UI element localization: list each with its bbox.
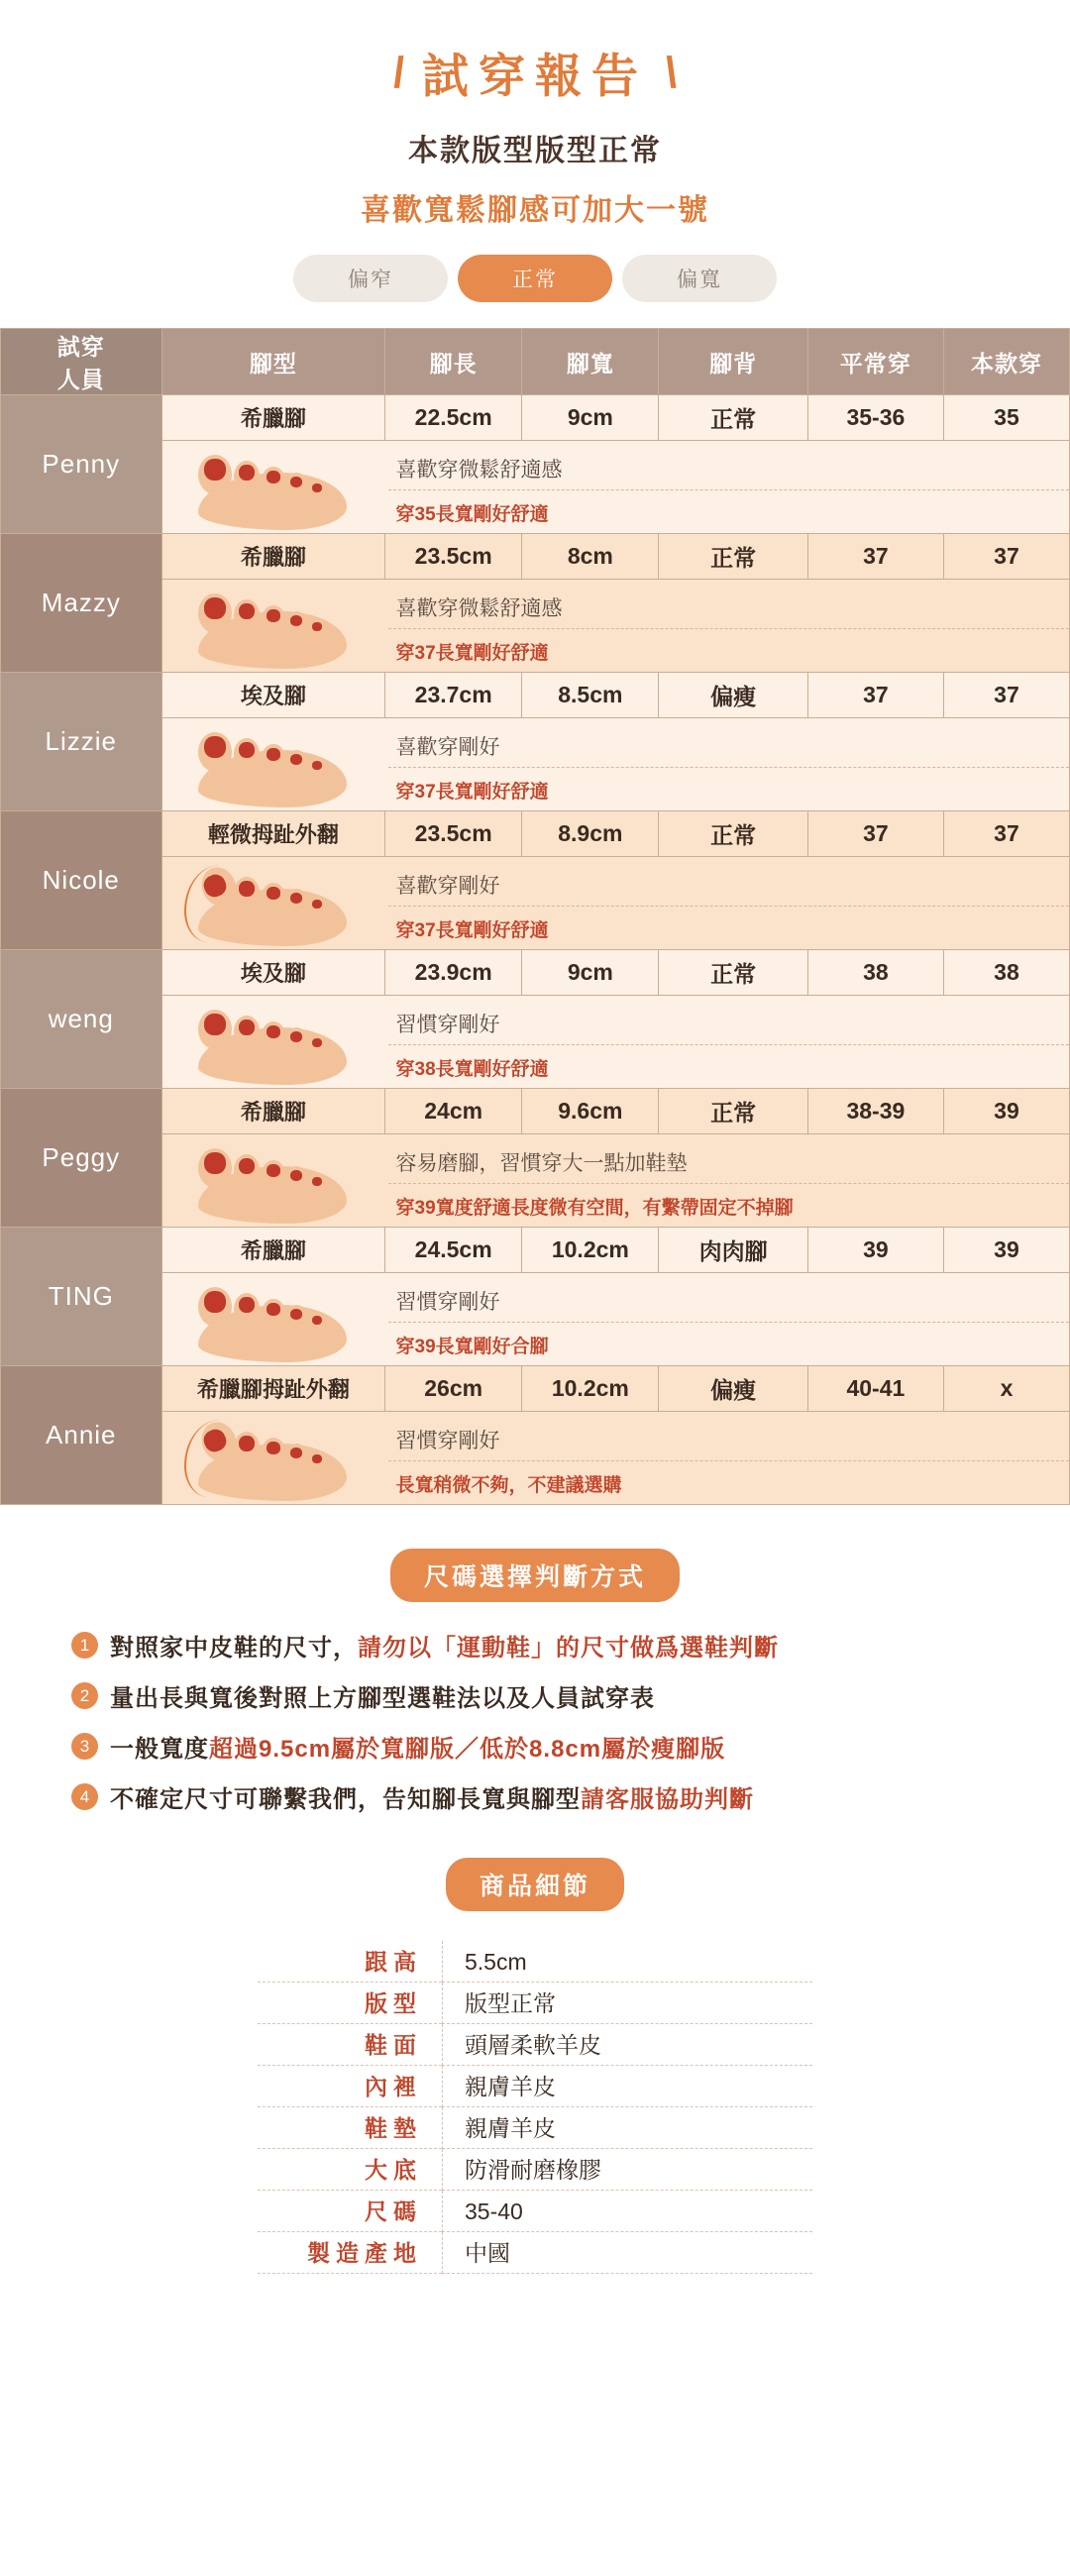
guide-text-b: 請客服協助判斷 xyxy=(581,1786,754,1813)
foot-length: 26cm xyxy=(385,1366,522,1412)
decorative-slash-left: \ xyxy=(383,48,413,97)
detail-row xyxy=(258,2191,812,2232)
instep: 正常 xyxy=(659,811,807,857)
instep: 偏瘦 xyxy=(659,1366,807,1412)
instep: 正常 xyxy=(659,395,807,441)
instep: 正常 xyxy=(659,534,807,580)
foot-illustration-bunion xyxy=(162,1412,382,1504)
person-name: Peggy xyxy=(1,1089,162,1228)
table-note-row xyxy=(1,1412,1070,1505)
note-cell xyxy=(161,580,1069,673)
header-this-size: 本款穿 xyxy=(943,329,1069,395)
table-row xyxy=(1,1089,1070,1134)
note-recommend: 穿35長寬剛好舒適 xyxy=(395,504,549,525)
decorative-slash-right: / xyxy=(657,48,687,97)
detail-key: 內裡 xyxy=(258,2066,442,2107)
guide-text-a: 對照家中皮鞋的尺寸， xyxy=(110,1635,358,1662)
this-size: 37 xyxy=(943,673,1069,718)
note-comfort: 習慣穿剛好 xyxy=(388,1423,1069,1461)
header-person xyxy=(1,329,162,395)
detail-key: 版型 xyxy=(258,1983,442,2024)
note-cell xyxy=(161,857,1069,950)
table-row xyxy=(1,1366,1070,1412)
note-cell xyxy=(161,1412,1069,1505)
bullet-number: 3 xyxy=(71,1733,98,1760)
table-note-row xyxy=(1,441,1070,534)
foot-width: 9.6cm xyxy=(522,1089,659,1134)
detail-row xyxy=(258,1983,812,2024)
foot-illustration xyxy=(162,441,382,533)
subtitle-advice: 喜歡寬鬆腳感可加大一號 xyxy=(361,194,709,227)
detail-value: 5.5cm xyxy=(442,1941,812,1983)
toggle-wide[interactable]: 偏寬 xyxy=(622,255,777,302)
note-comfort: 習慣穿剛好 xyxy=(388,1007,1069,1045)
detail-row xyxy=(258,2107,812,2149)
this-size: 35 xyxy=(943,395,1069,441)
note-comfort: 喜歡穿剛好 xyxy=(388,868,1069,907)
foot-illustration xyxy=(162,718,382,810)
bullet-number: 1 xyxy=(71,1632,98,1659)
foot-width: 10.2cm xyxy=(522,1366,659,1412)
foot-type: 希臘腳 xyxy=(161,395,385,441)
subtitle-fit: 本款版型版型正常 xyxy=(408,135,662,167)
foot-width: 8.9cm xyxy=(522,811,659,857)
note-recommend: 穿37長寬剛好舒適 xyxy=(395,782,549,803)
guide-text xyxy=(110,1628,779,1663)
table-note-row xyxy=(1,857,1070,950)
usual-size: 37 xyxy=(807,673,943,718)
foot-type: 埃及腳 xyxy=(161,673,385,718)
header-usual-size: 平常穿 xyxy=(807,329,943,395)
product-detail-table xyxy=(258,1941,812,2274)
detail-row xyxy=(258,2232,812,2274)
note-recommend: 穿39寬度舒適長度微有空間，有繫帶固定不掉腳 xyxy=(395,1198,794,1219)
note-comfort: 喜歡穿微鬆舒適感 xyxy=(388,590,1069,629)
detail-row xyxy=(258,2024,812,2066)
list-item xyxy=(71,1678,1070,1713)
table-row xyxy=(1,395,1070,441)
detail-key: 鞋墊 xyxy=(258,2107,442,2149)
instep: 肉肉腳 xyxy=(659,1228,807,1273)
note-recommend: 長寬稍微不夠，不建議選購 xyxy=(395,1475,622,1496)
note-recommend: 穿39長寬剛好合腳 xyxy=(395,1337,549,1357)
header-foot-length: 腳長 xyxy=(385,329,522,395)
foot-width: 8cm xyxy=(522,534,659,580)
detail-key: 大底 xyxy=(258,2149,442,2191)
note-cell xyxy=(161,996,1069,1089)
detail-value: 版型正常 xyxy=(442,1983,812,2024)
product-detail-title: 商品細節 xyxy=(446,1858,624,1911)
detail-value: 親膚羊皮 xyxy=(442,2107,812,2149)
detail-key: 跟高 xyxy=(258,1941,442,1983)
list-item xyxy=(71,1779,1070,1814)
usual-size: 37 xyxy=(807,534,943,580)
try-on-table xyxy=(0,328,1070,1505)
guide-text xyxy=(110,1729,725,1764)
header-person-line1: 試穿 xyxy=(56,334,105,360)
this-size: 38 xyxy=(943,950,1069,996)
this-size: 37 xyxy=(943,534,1069,580)
table-note-row xyxy=(1,580,1070,673)
person-name: Mazzy xyxy=(1,534,162,673)
report-header xyxy=(0,0,1070,229)
size-guide-list xyxy=(71,1628,1070,1814)
page-title: 試穿報告 xyxy=(422,50,648,102)
this-size: 39 xyxy=(943,1089,1069,1134)
foot-length: 23.5cm xyxy=(385,811,522,857)
detail-value: 35-40 xyxy=(442,2191,812,2232)
person-name: TING xyxy=(1,1228,162,1366)
note-comfort: 喜歡穿微鬆舒適感 xyxy=(388,452,1069,490)
foot-width: 10.2cm xyxy=(522,1228,659,1273)
foot-width: 8.5cm xyxy=(522,673,659,718)
table-row xyxy=(1,811,1070,857)
usual-size: 39 xyxy=(807,1228,943,1273)
foot-length: 23.7cm xyxy=(385,673,522,718)
note-cell xyxy=(161,1273,1069,1366)
note-recommend: 穿38長寬剛好舒適 xyxy=(395,1059,549,1080)
list-item xyxy=(71,1628,1070,1663)
table-note-row xyxy=(1,1273,1070,1366)
usual-size: 35-36 xyxy=(807,395,943,441)
header-instep: 腳背 xyxy=(659,329,807,395)
foot-width: 9cm xyxy=(522,950,659,996)
foot-width: 9cm xyxy=(522,395,659,441)
detail-key: 鞋面 xyxy=(258,2024,442,2066)
foot-illustration xyxy=(162,1273,382,1365)
note-comfort: 容易磨腳，習慣穿大一點加鞋墊 xyxy=(388,1145,1069,1184)
usual-size: 38-39 xyxy=(807,1089,943,1134)
foot-illustration xyxy=(162,580,382,672)
table-note-row xyxy=(1,718,1070,811)
table-row xyxy=(1,673,1070,718)
guide-text-c: 以「運動鞋」的尺寸做爲選鞋判斷 xyxy=(407,1635,779,1662)
table-row xyxy=(1,950,1070,996)
title-row xyxy=(0,40,1070,106)
guide-text-b: 請勿 xyxy=(358,1635,407,1662)
bullet-number: 4 xyxy=(71,1783,98,1810)
list-item xyxy=(71,1729,1070,1764)
instep: 正常 xyxy=(659,950,807,996)
person-name: weng xyxy=(1,950,162,1089)
guide-text-b: 超過9.5cm屬於寬腳版／低於8.8cm屬於瘦腳版 xyxy=(209,1736,726,1763)
foot-length: 24.5cm xyxy=(385,1228,522,1273)
detail-row xyxy=(258,2066,812,2107)
note-cell xyxy=(161,1134,1069,1228)
width-toggle-group[interactable] xyxy=(0,255,1070,302)
usual-size: 37 xyxy=(807,811,943,857)
detail-key: 製造產地 xyxy=(258,2232,442,2274)
instep: 偏瘦 xyxy=(659,673,807,718)
guide-text xyxy=(110,1779,754,1814)
note-comfort: 喜歡穿剛好 xyxy=(388,729,1069,768)
guide-text-a: 一般寬度 xyxy=(110,1736,209,1763)
table-note-row xyxy=(1,996,1070,1089)
person-name: Annie xyxy=(1,1366,162,1505)
toggle-narrow[interactable]: 偏窄 xyxy=(293,255,448,302)
foot-illustration-bunion xyxy=(162,857,382,949)
table-row xyxy=(1,534,1070,580)
detail-row xyxy=(258,1941,812,1983)
toggle-normal[interactable]: 正常 xyxy=(458,255,612,302)
person-name: Nicole xyxy=(1,811,162,950)
detail-value: 親膚羊皮 xyxy=(442,2066,812,2107)
guide-text-a: 不確定尺寸可聯繫我們，告知腳長寬與腳型 xyxy=(110,1786,581,1813)
person-name: Lizzie xyxy=(1,673,162,811)
table-header-row xyxy=(1,329,1070,395)
foot-type: 希臘腳 xyxy=(161,1228,385,1273)
bullet-number: 2 xyxy=(71,1682,98,1709)
header-person-line2: 人員 xyxy=(56,367,105,392)
guide-text xyxy=(110,1678,655,1713)
foot-type: 希臘腳 xyxy=(161,1089,385,1134)
this-size: x xyxy=(943,1366,1069,1412)
note-cell xyxy=(161,718,1069,811)
foot-length: 24cm xyxy=(385,1089,522,1134)
product-detail-title-wrap xyxy=(0,1858,1070,1911)
this-size: 39 xyxy=(943,1228,1069,1273)
table-note-row xyxy=(1,1134,1070,1228)
detail-value: 中國 xyxy=(442,2232,812,2274)
size-guide-title-wrap xyxy=(0,1549,1070,1602)
foot-type: 希臘腳 xyxy=(161,534,385,580)
note-comfort: 習慣穿剛好 xyxy=(388,1284,1069,1323)
usual-size: 38 xyxy=(807,950,943,996)
foot-length: 23.9cm xyxy=(385,950,522,996)
note-recommend: 穿37長寬剛好舒適 xyxy=(395,920,549,941)
detail-key: 尺碼 xyxy=(258,2191,442,2232)
note-recommend: 穿37長寬剛好舒適 xyxy=(395,643,549,664)
this-size: 37 xyxy=(943,811,1069,857)
guide-text-a: 量出長與寬後對照上方腳型選鞋法以及人員試穿表 xyxy=(110,1685,655,1712)
foot-illustration xyxy=(162,1134,382,1227)
table-body xyxy=(1,395,1070,1505)
foot-type: 輕微拇趾外翻 xyxy=(161,811,385,857)
header-foot-width: 腳寬 xyxy=(522,329,659,395)
header-foot-type: 腳型 xyxy=(161,329,385,395)
instep: 正常 xyxy=(659,1089,807,1134)
foot-length: 23.5cm xyxy=(385,534,522,580)
detail-value: 防滑耐磨橡膠 xyxy=(442,2149,812,2191)
person-name: Penny xyxy=(1,395,162,534)
foot-illustration xyxy=(162,996,382,1088)
note-cell xyxy=(161,441,1069,534)
size-guide-title: 尺碼選擇判斷方式 xyxy=(390,1549,680,1602)
detail-row xyxy=(258,2149,812,2191)
table-row xyxy=(1,1228,1070,1273)
foot-type: 希臘腳拇趾外翻 xyxy=(161,1366,385,1412)
usual-size: 40-41 xyxy=(807,1366,943,1412)
foot-length: 22.5cm xyxy=(385,395,522,441)
foot-type: 埃及腳 xyxy=(161,950,385,996)
detail-value: 頭層柔軟羊皮 xyxy=(442,2024,812,2066)
